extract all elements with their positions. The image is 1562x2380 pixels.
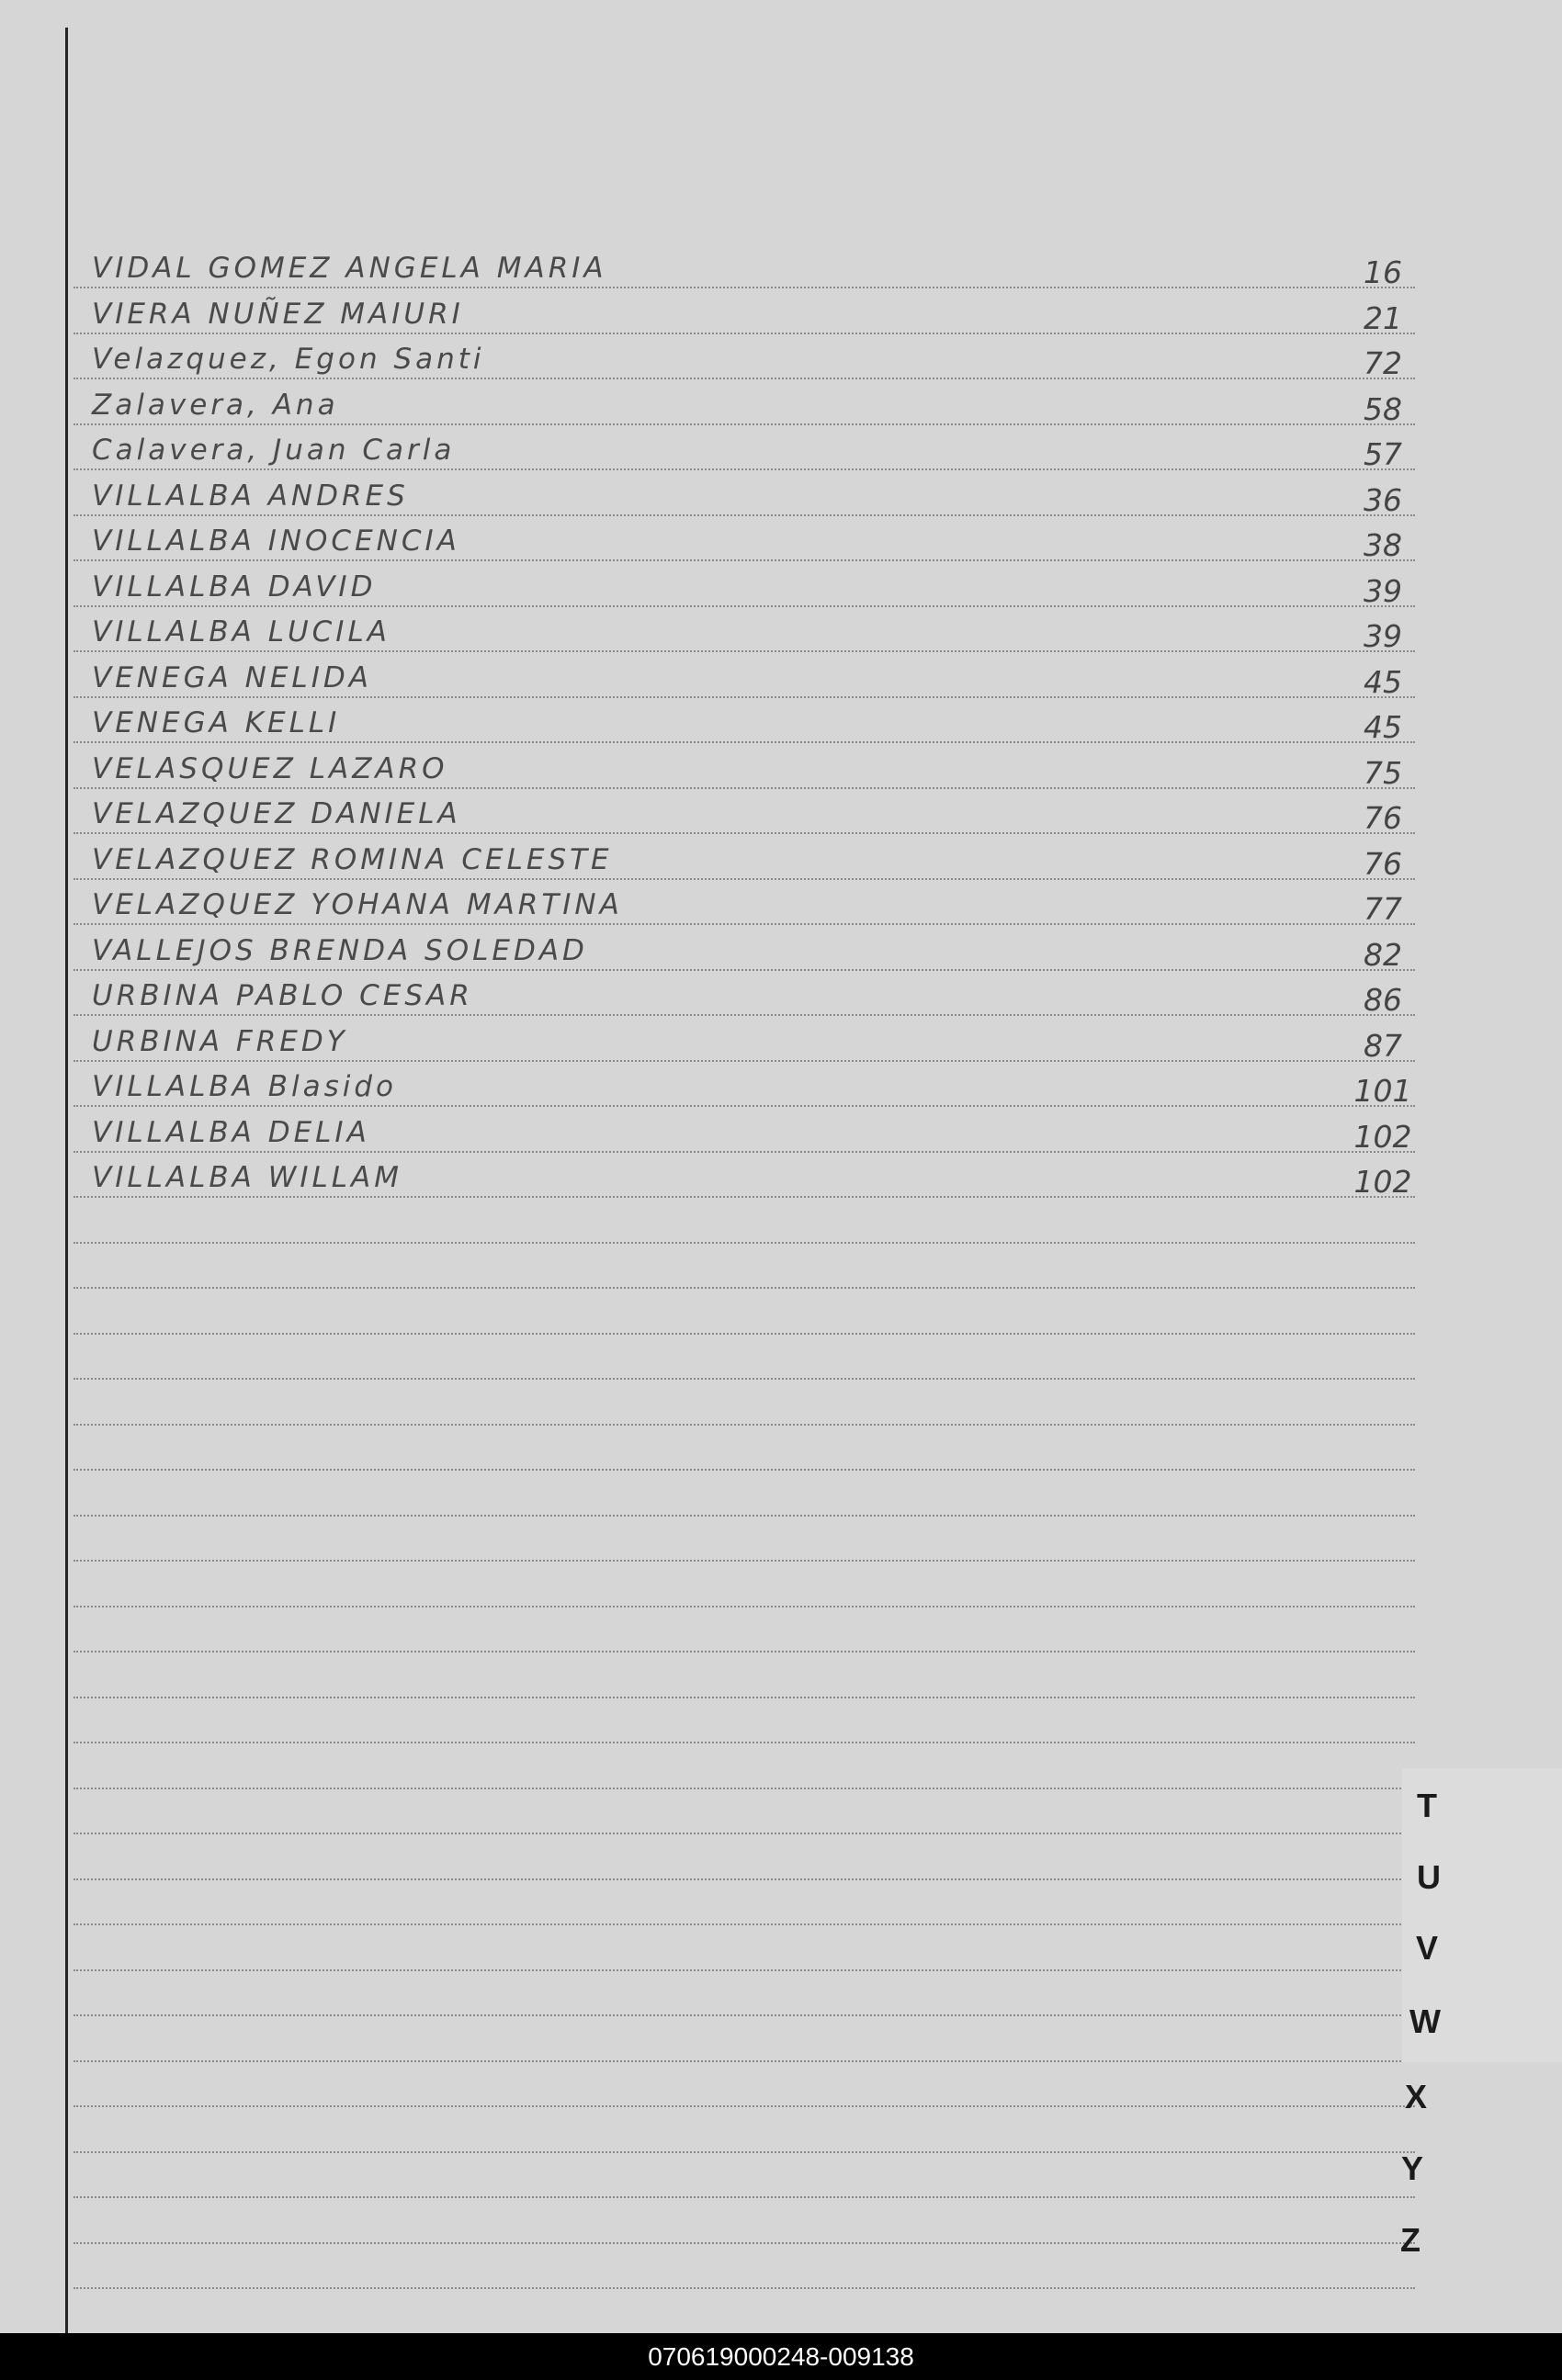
ruled-line: [74, 1969, 1415, 1971]
ruled-line: [74, 2242, 1415, 2244]
ruled-line: [74, 1560, 1415, 1562]
ruled-line: [74, 1424, 1415, 1426]
entry-page-number: 102: [1353, 1164, 1412, 1200]
index-tab-letter: T: [1417, 1787, 1437, 1824]
entry-page-number: 77: [1364, 891, 1402, 927]
entry-name: VENEGA NELIDA: [92, 660, 372, 694]
ruled-line: [74, 1378, 1415, 1380]
entry-page-number: 58: [1364, 390, 1402, 427]
ruled-line: [74, 1287, 1415, 1289]
entry-page-number: 16: [1364, 254, 1402, 290]
ruled-line: [74, 2105, 1415, 2107]
entry-page-number: 21: [1364, 299, 1402, 336]
ruled-line: [74, 1742, 1415, 1743]
ruled-line: [74, 2151, 1415, 2153]
ruled-line: [74, 1242, 1415, 1244]
entry-page-number: 39: [1364, 618, 1402, 654]
entry-name: URBINA PABLO CESAR: [92, 979, 473, 1012]
ruled-line: [74, 1469, 1415, 1471]
entry-page-number: 82: [1364, 936, 1402, 973]
entry-name: VILLALBA DELIA: [92, 1115, 370, 1149]
index-tab-letter: U: [1417, 1858, 1441, 1896]
index-tab-letter: Y: [1400, 2149, 1423, 2187]
ruled-line: [74, 1333, 1415, 1335]
entry-name: VILLALBA LUCILA: [92, 615, 390, 649]
entry-page-number: 76: [1364, 800, 1402, 836]
entry-name: VILLALBA DAVID: [92, 570, 377, 603]
index-tab-letter: X: [1404, 2078, 1427, 2115]
entry-page-number: 45: [1364, 663, 1402, 700]
entry-name: Zalavera, Ana: [92, 388, 339, 422]
entry-name: VIERA NUÑEZ MAIURI: [92, 297, 464, 331]
index-tab-letter: V: [1415, 1929, 1438, 1967]
entry-name: VELAZQUEZ YOHANA MARTINA: [92, 888, 623, 921]
entry-page-number: 36: [1364, 481, 1402, 518]
entry-name: VIDAL GOMEZ ANGELA MARIA: [92, 252, 607, 285]
footer-bar: [0, 2333, 1562, 2380]
entry-name: VILLALBA ANDRES: [92, 479, 409, 513]
entry-name: Velazquez, Egon Santi: [92, 343, 485, 376]
entry-page-number: 102: [1353, 1118, 1412, 1155]
index-tab-letter: W: [1409, 2002, 1441, 2040]
ruled-line: [74, 1833, 1415, 1834]
ruled-line: [74, 1788, 1415, 1789]
entry-name: URBINA FREDY: [92, 1024, 348, 1058]
footer-code: 070619000248-009138: [648, 2342, 914, 2371]
ruled-line: [74, 1923, 1415, 1925]
entry-page-number: 76: [1364, 845, 1402, 882]
entry-name: VILLALBA WILLAM: [92, 1161, 402, 1194]
entry-page-number: 86: [1364, 982, 1402, 1018]
entry-page-number: 87: [1364, 1027, 1402, 1064]
entry-page-number: 75: [1364, 754, 1402, 791]
ruled-line: [74, 1515, 1415, 1517]
entry-page-number: 45: [1364, 709, 1402, 745]
entry-name: VILLALBA INOCENCIA: [92, 525, 460, 558]
entry-name: VELAZQUEZ ROMINA CELESTE: [92, 842, 613, 876]
entry-page-number: 38: [1364, 527, 1402, 563]
entry-name: VALLEJOS BRENDA SOLEDAD: [92, 933, 588, 967]
ruled-line: [74, 1606, 1415, 1607]
entry-name: VENEGA KELLI: [92, 706, 341, 739]
ruled-line: [74, 2014, 1415, 2016]
entry-name: VILLALBA Blasido: [92, 1070, 397, 1103]
entry-page-number: 101: [1353, 1073, 1412, 1109]
entry-name: VELAZQUEZ DANIELA: [92, 797, 461, 830]
entry-page-number: 39: [1364, 572, 1402, 609]
ruled-line: [74, 1878, 1415, 1880]
entry-page-number: 72: [1364, 345, 1402, 381]
ruled-line: [74, 2060, 1415, 2062]
ruled-line: [74, 1697, 1415, 1698]
ruled-line: [74, 2196, 1415, 2198]
entry-name: Calavera, Juan Carla: [92, 434, 456, 467]
index-tab-letter: Z: [1400, 2221, 1421, 2259]
entry-name: VELASQUEZ LAZARO: [92, 751, 448, 785]
entry-page-number: 57: [1364, 436, 1402, 472]
ruled-line: [74, 2287, 1415, 2289]
ruled-line: [74, 1651, 1415, 1652]
